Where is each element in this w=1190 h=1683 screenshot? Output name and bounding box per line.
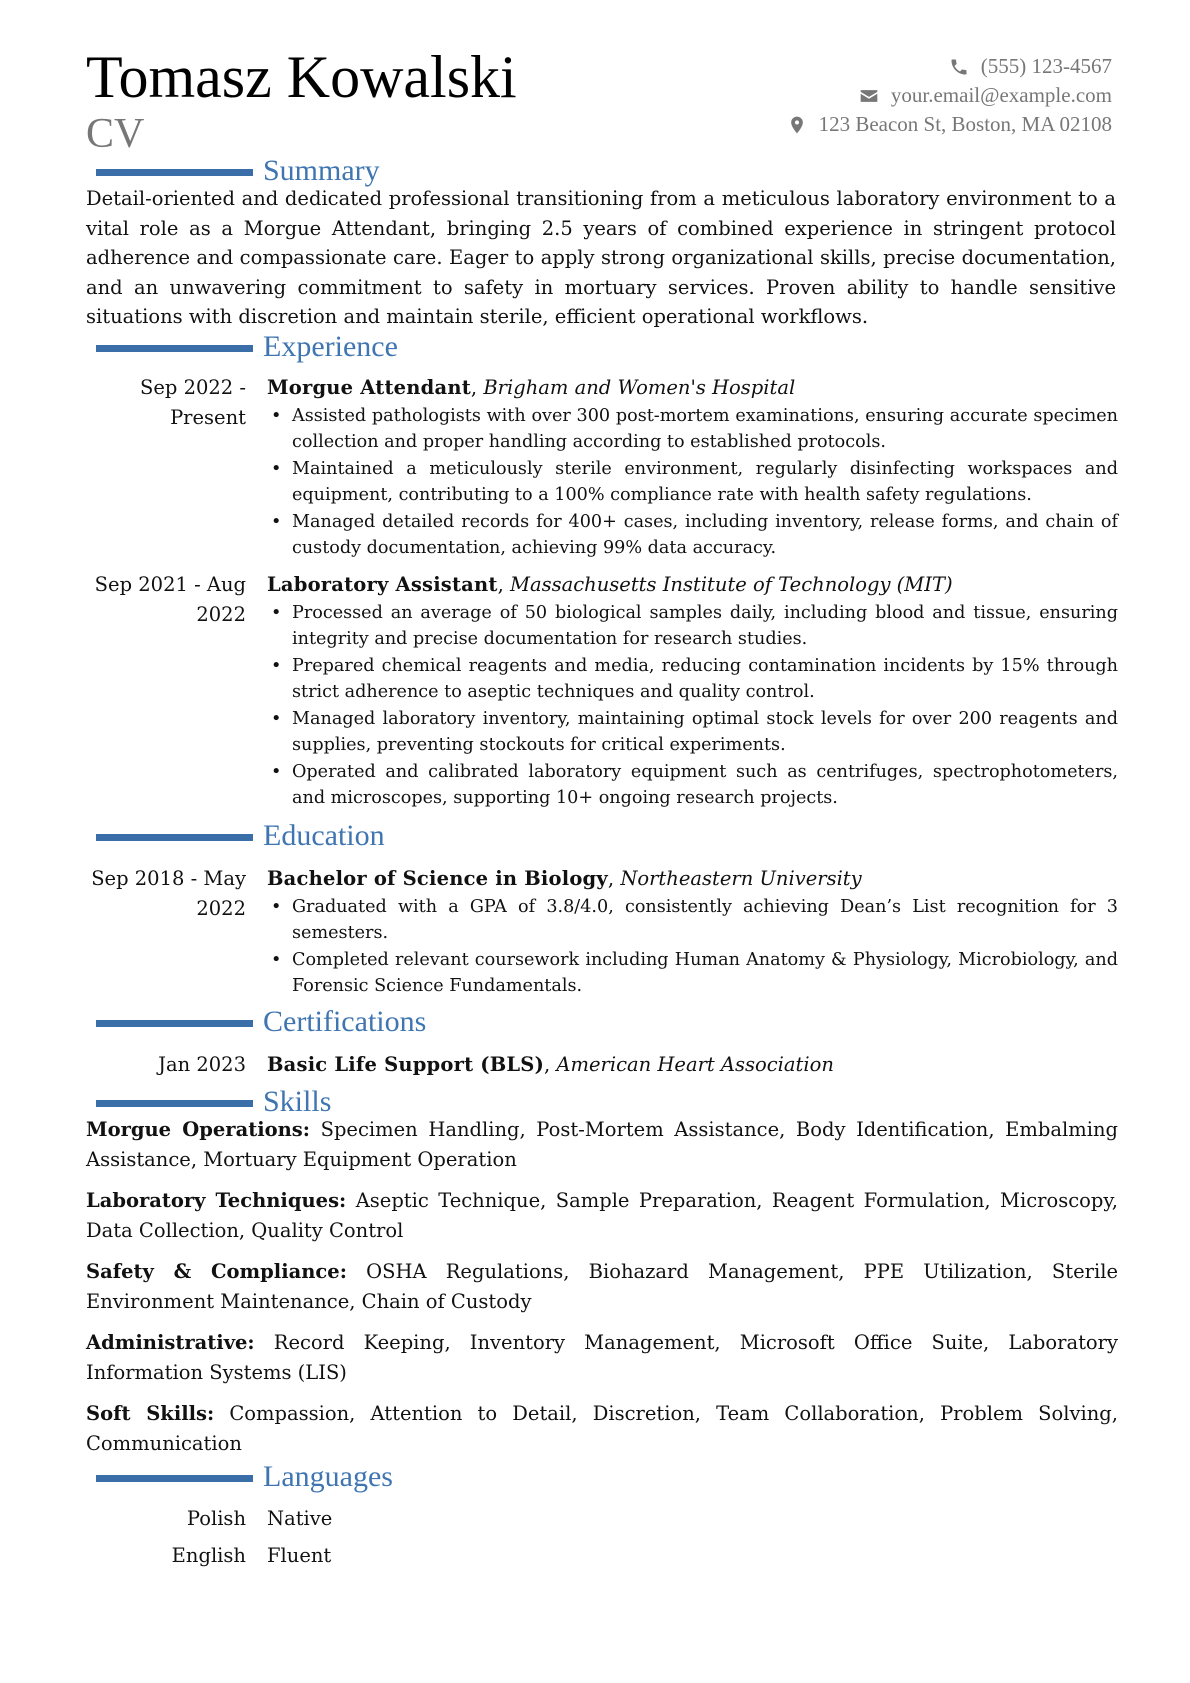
language-name: Polish xyxy=(186,1507,246,1530)
section-title: Languages xyxy=(263,1460,393,1493)
section-title: Education xyxy=(263,819,385,852)
section-accent-bar xyxy=(96,1100,253,1107)
skill-category: Administrative: xyxy=(86,1331,255,1354)
phone-text[interactable]: (555) 123-4567 xyxy=(980,54,1112,78)
skill-row xyxy=(86,1328,1118,1387)
skill-row xyxy=(86,1115,1118,1174)
skill-values: Record Keeping, Inventory Management, Microsoft Office Suite, Laboratory Information Systems (LIS) xyxy=(86,1331,1118,1384)
list-item: • Managed detailed records for 400+ cases, including inventory, release forms, and chain of custody documentation, achieving 99% data accuracy. xyxy=(267,509,1118,562)
skill-row xyxy=(86,1257,1118,1316)
skill-row xyxy=(86,1186,1118,1245)
contact-phone xyxy=(787,52,1112,81)
section-skills-heading xyxy=(96,1085,331,1119)
document-subtitle: CV xyxy=(86,111,145,157)
contact-email xyxy=(787,81,1112,110)
email-link[interactable]: your.email@example.com xyxy=(890,83,1112,107)
section-accent-bar xyxy=(96,1475,253,1482)
list-item: • Completed relevant coursework including Human Anatomy & Physiology, Microbiology, and Forensic Science Fundamentals. xyxy=(267,947,1118,1000)
contact-address xyxy=(787,110,1112,139)
institution: Northeastern University xyxy=(620,867,862,890)
skill-values: Aseptic Technique, Sample Preparation, Reagent Formulation, Microscopy, Data Collection, Quality Control xyxy=(86,1189,1119,1242)
list-item: • Assisted pathologists with over 300 post-mortem examinations, ensuring accurate specimen collection and proper handling according to established protocols. xyxy=(267,403,1118,456)
section-certifications-heading xyxy=(96,1005,426,1039)
language-row xyxy=(86,1504,486,1534)
employer: Massachusetts Institute of Technology (MIT) xyxy=(510,573,953,596)
entry-date: Sep 2022 - Present xyxy=(140,376,246,429)
section-title: Summary xyxy=(263,154,380,187)
job-title: Morgue Attendant xyxy=(267,376,471,399)
skill-category: Safety & Compliance: xyxy=(86,1260,347,1283)
skill-values: Specimen Handling, Post-Mortem Assistance, Body Identification, Embalming Assistance, Mortuary Equipment Operation xyxy=(86,1118,1118,1171)
language-level: Fluent xyxy=(267,1544,332,1567)
contact-block xyxy=(787,52,1112,139)
section-languages-heading xyxy=(96,1460,393,1494)
entry-heading: Basic Life Support (BLS), American Heart Association xyxy=(267,1053,834,1076)
education-entry xyxy=(86,864,1118,1000)
list-item: • Managed laboratory inventory, maintaining optimal stock levels for over 200 reagents and supplies, preventing stockouts for critical experiments. xyxy=(267,706,1118,759)
entry-heading: Bachelor of Science in Biology, Northeastern University xyxy=(267,867,862,890)
section-accent-bar xyxy=(96,169,253,176)
section-education-heading xyxy=(96,819,385,853)
entry-bullets xyxy=(267,403,1118,562)
entry-heading: Laboratory Assistant, Massachusetts Institute of Technology (MIT) xyxy=(267,573,953,596)
skills-list xyxy=(86,1115,1118,1470)
job-title: Laboratory Assistant xyxy=(267,573,498,596)
summary-text: Detail-oriented and dedicated professional transitioning from a meticulous laboratory environment to a vital role as a Morgue Attendant, bringing 2.5 years of combined experience in stringent protocol adherence and compassionate care. Eager to apply strong organizational skills, precise documentation, and an unwavering commitment to safety in mortuary services. Proven ability to handle sensitive situations with discretion and maintain sterile, efficient operational workflows. xyxy=(86,187,1116,328)
section-accent-bar xyxy=(96,834,253,841)
language-row xyxy=(86,1541,486,1571)
language-level: Native xyxy=(267,1507,333,1530)
degree-title: Bachelor of Science in Biology xyxy=(267,867,608,890)
entry-bullets xyxy=(267,894,1118,1000)
experience-entry xyxy=(86,373,1118,562)
certification-entry xyxy=(86,1050,1118,1080)
skill-values: OSHA Regulations, Biohazard Management, PPE Utilization, Sterile Environment Maintenance, Chain of Custody xyxy=(86,1260,1119,1313)
employer: Brigham and Women's Hospital xyxy=(483,376,796,399)
phone-icon xyxy=(949,57,969,77)
list-item: • Graduated with a GPA of 3.8/4.0, consistently achieving Dean’s List recognition for 3 semesters. xyxy=(267,894,1118,947)
language-name: English xyxy=(171,1544,246,1567)
skill-row xyxy=(86,1399,1118,1458)
section-summary-heading xyxy=(96,154,380,188)
list-item: • Prepared chemical reagents and media, reducing contamination incidents by 15% through strict adherence to aseptic techniques and quality control. xyxy=(267,653,1118,706)
list-item: • Operated and calibrated laboratory equipment such as centrifuges, spectrophotometers, and microscopes, supporting 10+ ongoing research projects. xyxy=(267,759,1118,812)
envelope-icon xyxy=(859,86,879,106)
entry-date: Jan 2023 xyxy=(158,1053,246,1076)
section-accent-bar xyxy=(96,1020,253,1027)
map-pin-icon xyxy=(787,115,807,135)
address-text: 123 Beacon St, Boston, MA 02108 xyxy=(818,112,1112,136)
skill-values: Compassion, Attention to Detail, Discretion, Team Collaboration, Problem Solving, Communication xyxy=(86,1402,1118,1455)
section-title: Experience xyxy=(263,330,398,363)
person-name: Tomasz Kowalski xyxy=(86,44,517,110)
skill-category: Laboratory Techniques: xyxy=(86,1189,347,1212)
experience-entry xyxy=(86,570,1118,812)
section-title: Certifications xyxy=(263,1005,427,1038)
entry-date: Sep 2018 - May 2022 xyxy=(91,867,246,920)
issuer: American Heart Association xyxy=(556,1053,834,1076)
list-item: • Maintained a meticulously sterile environment, regularly disinfecting workspaces and equipment, contributing to a 100% compliance rate with health safety regulations. xyxy=(267,456,1118,509)
list-item: • Processed an average of 50 biological samples daily, including blood and tissue, ensuring integrity and precise documentation for research studies. xyxy=(267,600,1118,653)
entry-date: Sep 2021 - Aug 2022 xyxy=(94,573,246,626)
section-accent-bar xyxy=(96,345,253,352)
entry-bullets xyxy=(267,600,1118,812)
section-experience-heading xyxy=(96,330,398,364)
entry-heading: Morgue Attendant, Brigham and Women's Hospital xyxy=(267,376,796,399)
certification-title: Basic Life Support (BLS) xyxy=(267,1053,545,1076)
skill-category: Morgue Operations: xyxy=(86,1118,310,1141)
section-title: Skills xyxy=(263,1085,332,1118)
skill-category: Soft Skills: xyxy=(86,1402,215,1425)
